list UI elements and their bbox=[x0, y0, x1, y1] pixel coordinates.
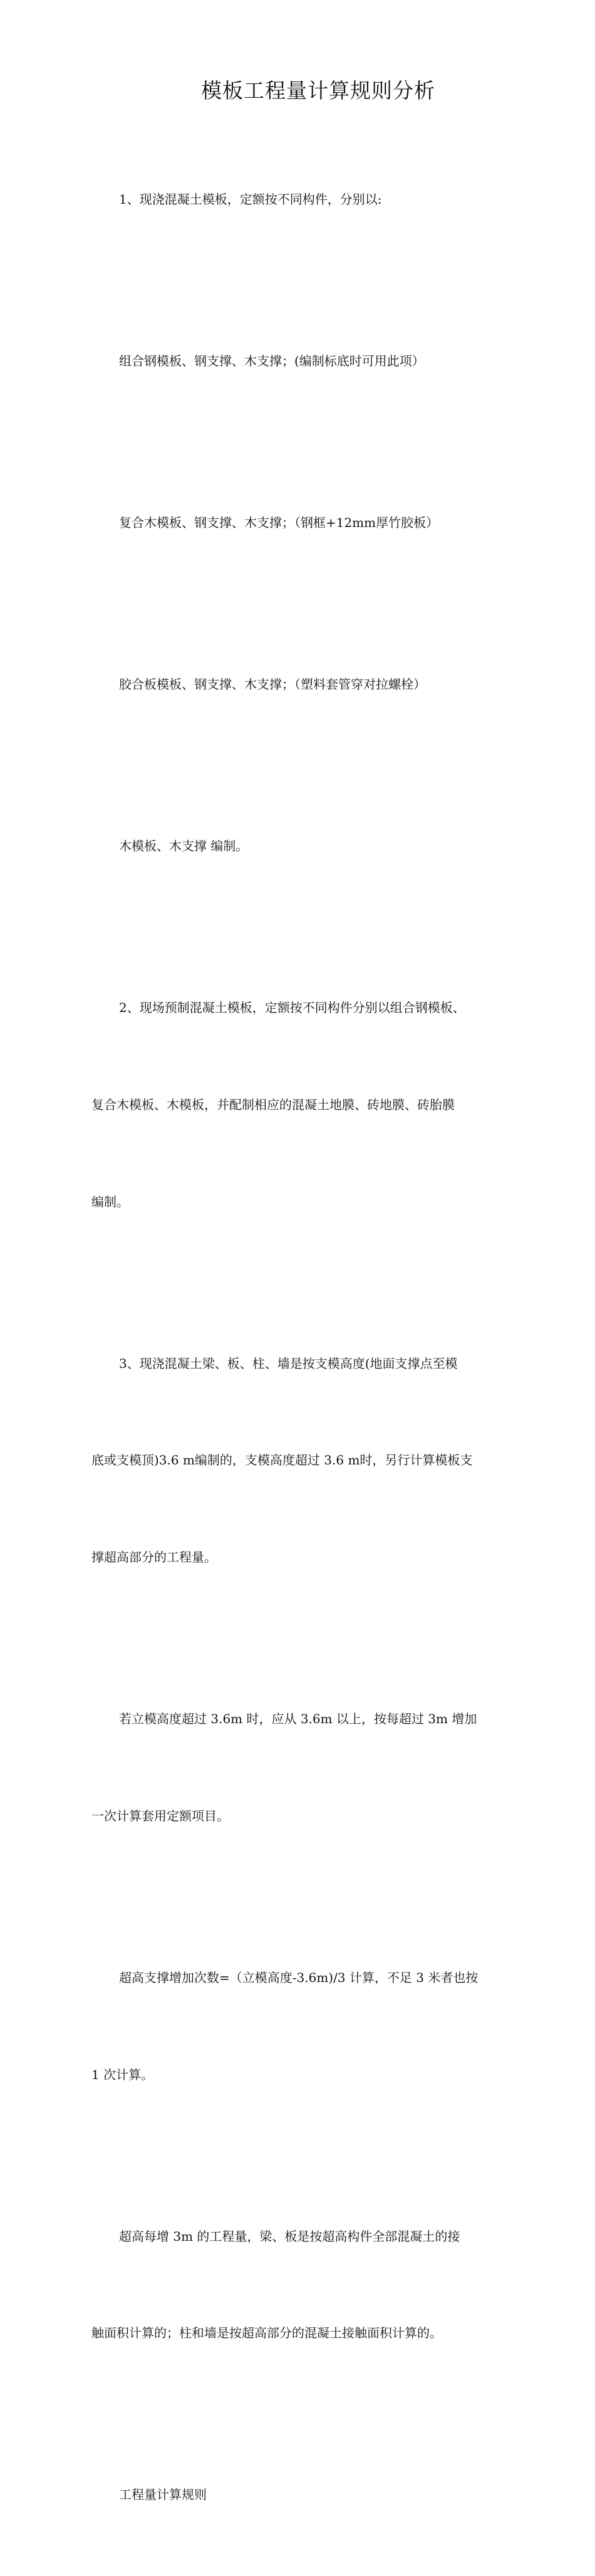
paragraph-line: 超高每增 3m 的工程量，梁、板是按超高构件全部混凝土的接 bbox=[119, 2228, 460, 2244]
paragraph-line: 胶合板模板、钢支撑、木支撑；（塑料套管穿对拉螺栓） bbox=[119, 677, 426, 692]
paragraph-line: 一次计算套用定额项目。 bbox=[91, 1808, 229, 1823]
paragraph-6 bbox=[91, 927, 506, 1283]
paragraph-2 bbox=[91, 281, 506, 442]
paragraph-line: 撑超高部分的工程量。 bbox=[91, 1550, 217, 1565]
paragraph-10 bbox=[91, 2156, 506, 2414]
paragraph-line: 3、现浇混凝土梁、板、柱、墙是按支模高度(地面支撑点至模 bbox=[119, 1355, 458, 1371]
paragraph-5 bbox=[91, 766, 506, 927]
paragraph-line: 木模板、木支撑 编制。 bbox=[119, 838, 249, 854]
paragraph-line: 复合木模板、钢支撑、木支撑；（钢框+12mm厚竹胶板） bbox=[119, 515, 439, 531]
paragraph-line: 若立模高度超过 3.6m 时，应从 3.6m 以上，按每超过 3m 增加 bbox=[119, 1711, 477, 1727]
paragraph-line: 超高支撑增加次数=（立模高度-3.6m)/3 计算，不足 3 米者也按 bbox=[119, 1969, 479, 1985]
paragraph-line: 底或支模顶)3.6 m编制的，支模高度超过 3.6 m时，另行计算模板支 bbox=[91, 1452, 473, 1468]
paragraph-9 bbox=[91, 1897, 506, 2156]
document-title: 模板工程量计算规则分析 bbox=[201, 78, 435, 103]
paragraph-line: 2、现场预制混凝土模板，定额按不同构件分别以组合钢模板、 bbox=[119, 1000, 465, 1016]
paragraph-line: 组合钢模板、钢支撑、木支撑；(编制标底时可用此项） bbox=[119, 353, 425, 369]
paragraph-line: 工程量计算规则 bbox=[119, 2487, 207, 2503]
paragraph-11 bbox=[91, 2414, 506, 2576]
document-body bbox=[91, 119, 506, 2576]
paragraph-line: 1、现浇混凝土模板，定额按不同构件，分别以: bbox=[119, 192, 382, 207]
paragraph-line: 复合木模板、木模板，并配制相应的混凝土地膜、砖地膜、砖胎膜 bbox=[91, 1097, 455, 1112]
paragraph-line: 编制。 bbox=[91, 1194, 129, 1209]
paragraph-4 bbox=[91, 604, 506, 766]
paragraph-line: 1 次计算。 bbox=[91, 2067, 154, 2082]
paragraph-1 bbox=[91, 119, 506, 281]
paragraph-8 bbox=[91, 1639, 506, 1897]
paragraph-line: 触面积计算的；柱和墙是按超高部分的混凝土接触面积计算的。 bbox=[91, 2325, 442, 2341]
paragraph-7 bbox=[91, 1283, 506, 1639]
paragraph-3 bbox=[91, 442, 506, 604]
